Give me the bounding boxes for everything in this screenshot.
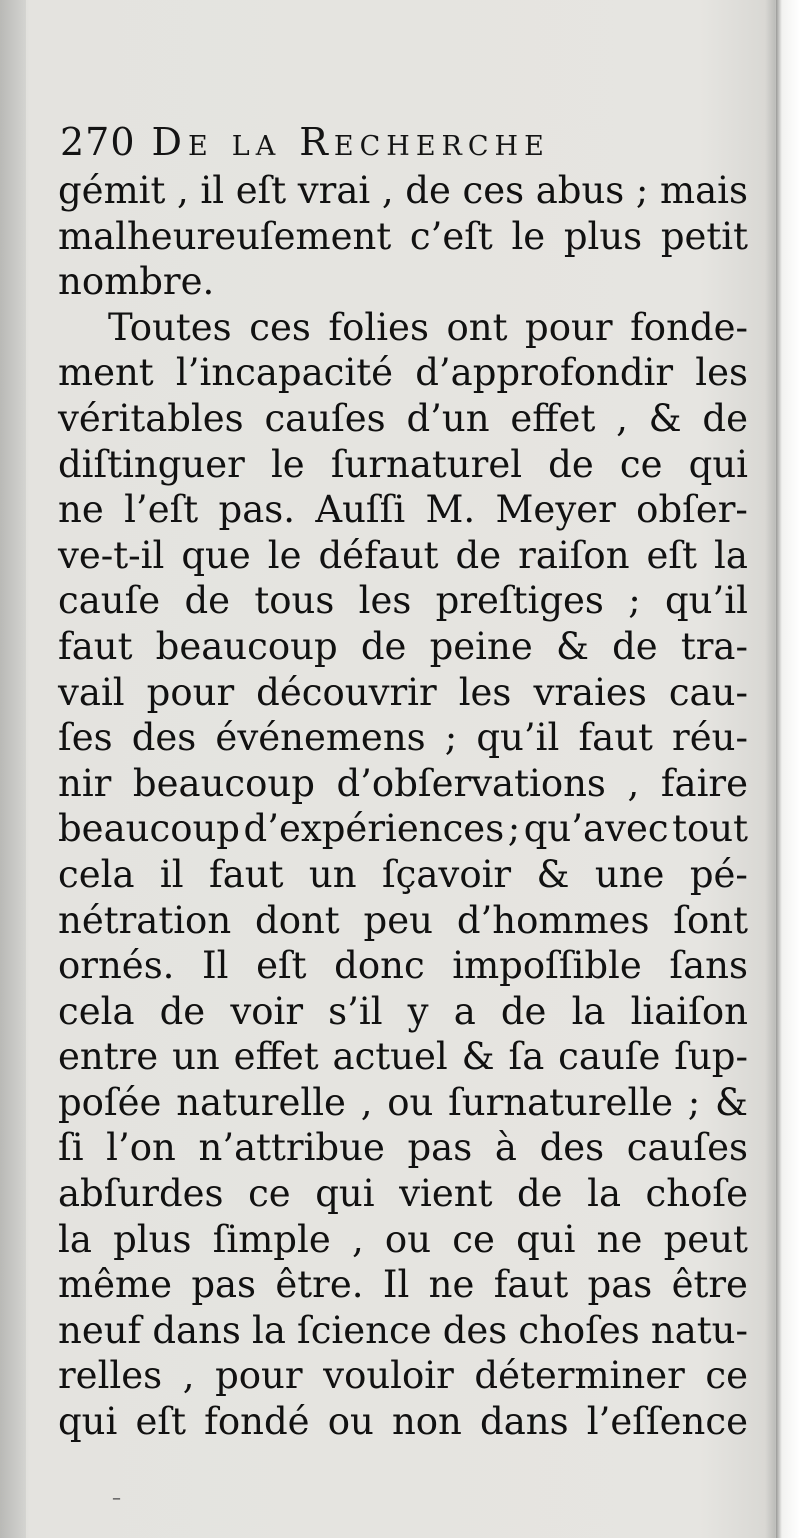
word: plus bbox=[113, 1217, 192, 1261]
word: , bbox=[616, 396, 628, 440]
word: faire bbox=[660, 761, 748, 805]
word: nétration bbox=[58, 898, 232, 942]
word: ſa bbox=[508, 1035, 545, 1079]
word: qui bbox=[315, 1172, 375, 1216]
word: qu’il bbox=[664, 579, 748, 623]
word: vouloir bbox=[323, 1354, 454, 1398]
text-line bbox=[58, 533, 748, 579]
word: découvrir bbox=[256, 670, 437, 714]
word: les bbox=[458, 670, 512, 714]
text-line bbox=[58, 168, 748, 214]
word: des bbox=[442, 1308, 508, 1352]
word: le bbox=[270, 442, 305, 486]
word: de bbox=[405, 169, 451, 212]
word: ou bbox=[387, 1080, 434, 1124]
word: de bbox=[500, 989, 547, 1033]
word: être bbox=[671, 1263, 748, 1307]
word: de bbox=[159, 989, 206, 1033]
word: s’il bbox=[328, 989, 383, 1033]
word: a bbox=[453, 989, 476, 1033]
word: pé- bbox=[689, 852, 748, 896]
word: ou bbox=[384, 1217, 432, 1261]
text-line bbox=[58, 396, 748, 442]
text-line bbox=[58, 670, 748, 716]
text-line bbox=[58, 1262, 748, 1308]
text-line bbox=[58, 852, 748, 898]
word: une bbox=[594, 852, 665, 896]
word: beaucoup bbox=[132, 761, 315, 805]
word: qui bbox=[58, 1400, 118, 1444]
word: cauſe bbox=[58, 579, 161, 623]
text-line bbox=[58, 1353, 748, 1399]
word: ment bbox=[58, 351, 154, 395]
word: faut bbox=[493, 1263, 569, 1307]
word: cauſe bbox=[558, 1035, 661, 1079]
word: ; bbox=[687, 1080, 701, 1124]
word: eſt bbox=[256, 944, 307, 988]
word: ce bbox=[619, 442, 663, 486]
word: l’on bbox=[106, 1126, 176, 1170]
word: eſt bbox=[235, 169, 287, 212]
word: ſurnaturelle bbox=[448, 1080, 674, 1124]
word: pas bbox=[407, 1126, 473, 1170]
word: fondé bbox=[204, 1400, 310, 1444]
word: diſtinguer bbox=[58, 442, 245, 486]
word: d’obſervations bbox=[336, 761, 606, 805]
word: les bbox=[358, 579, 412, 623]
word: ſimple bbox=[212, 1217, 331, 1261]
word: ; bbox=[635, 169, 649, 212]
text-line bbox=[58, 1171, 748, 1217]
word: qui bbox=[516, 1217, 576, 1261]
word: preſtiges bbox=[435, 579, 604, 623]
word: d’hommes bbox=[456, 898, 650, 942]
word: d’un bbox=[406, 396, 490, 440]
right-page-edge bbox=[776, 0, 800, 1538]
word: obſer- bbox=[636, 488, 748, 532]
word: tra- bbox=[680, 624, 748, 668]
text-line bbox=[58, 350, 748, 396]
word: ornés. bbox=[58, 944, 175, 988]
word: voir bbox=[230, 989, 304, 1033]
word: être. bbox=[275, 1263, 364, 1307]
word: ces bbox=[462, 169, 525, 212]
word: , bbox=[627, 761, 640, 805]
text-line bbox=[58, 715, 748, 761]
word: , bbox=[182, 1354, 195, 1398]
word: effet bbox=[233, 1035, 319, 1079]
word: abſurdes bbox=[58, 1172, 224, 1216]
word: cela bbox=[58, 989, 135, 1033]
word: faut bbox=[578, 716, 653, 760]
word: la bbox=[714, 533, 748, 577]
word: & bbox=[536, 852, 570, 896]
word: le bbox=[267, 533, 302, 577]
word: même bbox=[58, 1263, 172, 1307]
text-line bbox=[58, 1308, 748, 1354]
word: qui bbox=[688, 442, 748, 486]
word: défaut bbox=[318, 533, 439, 577]
word: l’eſſence bbox=[586, 1400, 748, 1444]
word: choſes bbox=[518, 1308, 640, 1352]
word: & bbox=[714, 1080, 748, 1124]
word: donc bbox=[334, 944, 425, 988]
word: pour bbox=[215, 1354, 303, 1398]
word: gémit bbox=[58, 169, 166, 212]
word: raiſon bbox=[518, 533, 630, 577]
word: vail bbox=[58, 670, 125, 714]
word: véritables bbox=[58, 396, 244, 440]
text-line bbox=[58, 943, 748, 989]
word: ſcience bbox=[297, 1308, 432, 1352]
word: mais bbox=[660, 169, 748, 212]
word: folies bbox=[328, 305, 429, 349]
word: ; bbox=[507, 807, 521, 851]
word: ce bbox=[705, 1354, 748, 1398]
word: dans bbox=[152, 1308, 241, 1352]
body-text bbox=[58, 168, 748, 1445]
word: choſe bbox=[645, 1172, 748, 1216]
word: ; bbox=[444, 716, 458, 760]
word: ces bbox=[249, 305, 311, 349]
word: malheureuſement bbox=[58, 214, 392, 258]
word: cauſes bbox=[264, 396, 386, 440]
word: Il bbox=[202, 944, 229, 988]
word: y bbox=[407, 989, 429, 1033]
text-line bbox=[58, 1217, 748, 1263]
word: dans bbox=[480, 1400, 569, 1444]
word: vrai bbox=[297, 169, 371, 212]
word: impoſſible bbox=[452, 944, 642, 988]
word: natu- bbox=[650, 1308, 748, 1352]
word: M. bbox=[425, 488, 476, 532]
word: de bbox=[516, 1172, 563, 1216]
word: petit bbox=[660, 214, 748, 258]
word: ſi bbox=[58, 1126, 84, 1170]
word: de bbox=[455, 533, 502, 577]
word: non bbox=[391, 1400, 462, 1444]
word: Il bbox=[382, 1263, 410, 1307]
word: pour bbox=[146, 670, 235, 714]
word: Auſſi bbox=[315, 488, 406, 532]
word: ne bbox=[58, 488, 104, 532]
text-line bbox=[58, 214, 748, 260]
word: , bbox=[351, 1217, 364, 1261]
word: ſup- bbox=[674, 1035, 748, 1079]
text-line bbox=[58, 1080, 748, 1126]
word: tous bbox=[254, 579, 335, 623]
word: un bbox=[172, 1035, 220, 1079]
word: ſont bbox=[673, 898, 748, 942]
word: pas. bbox=[218, 488, 296, 532]
word: ſans bbox=[669, 944, 748, 988]
word: la bbox=[58, 1217, 92, 1261]
word: ce bbox=[452, 1217, 495, 1261]
word: & bbox=[461, 1035, 495, 1079]
word: & bbox=[555, 624, 589, 668]
word: plus bbox=[563, 214, 643, 258]
word: ce bbox=[248, 1172, 291, 1216]
word: Toutes bbox=[108, 305, 232, 349]
word: n’attribue bbox=[198, 1126, 385, 1170]
text-line bbox=[58, 989, 748, 1035]
word: cela bbox=[58, 852, 135, 896]
word: d’approfondir bbox=[415, 351, 674, 395]
word: neuf bbox=[58, 1308, 142, 1352]
word: les bbox=[695, 351, 748, 395]
word: vient bbox=[399, 1172, 493, 1216]
word: , bbox=[381, 169, 394, 212]
text-line bbox=[58, 442, 748, 488]
word: à bbox=[494, 1126, 517, 1170]
word: de bbox=[612, 624, 658, 668]
word: ont bbox=[446, 305, 508, 349]
word: dont bbox=[255, 898, 340, 942]
word: naturelle bbox=[176, 1080, 346, 1124]
word: tout bbox=[672, 807, 748, 851]
running-title: De la Recherche bbox=[151, 120, 550, 164]
word: , bbox=[360, 1080, 373, 1124]
word: liaiſon bbox=[630, 989, 748, 1033]
word: fonde- bbox=[630, 305, 748, 349]
word: des bbox=[539, 1126, 605, 1170]
text-line bbox=[58, 806, 748, 852]
word: , bbox=[177, 169, 189, 212]
word: réu- bbox=[672, 716, 748, 760]
text-line bbox=[58, 898, 748, 944]
word: le bbox=[511, 214, 546, 258]
word: de bbox=[184, 579, 231, 623]
word: entre bbox=[58, 1035, 159, 1079]
text-line bbox=[58, 259, 748, 305]
word: ; bbox=[628, 579, 641, 623]
word: effet bbox=[510, 396, 596, 440]
word: eſt bbox=[646, 533, 697, 577]
word: il bbox=[200, 169, 225, 212]
word: beaucoup bbox=[58, 807, 240, 851]
word: ou bbox=[327, 1400, 374, 1444]
word: ve-t-il bbox=[58, 533, 165, 577]
word: ne bbox=[596, 1217, 643, 1261]
page-number: 270 bbox=[60, 120, 136, 164]
word: l’eſt bbox=[124, 488, 199, 532]
word: & bbox=[648, 396, 682, 440]
word: actuel bbox=[332, 1035, 448, 1079]
word: vraies bbox=[533, 670, 647, 714]
word: que bbox=[181, 533, 251, 577]
text-line bbox=[58, 624, 748, 670]
word: beaucoup bbox=[155, 624, 338, 668]
word: c’eſt bbox=[409, 214, 493, 258]
word: de bbox=[548, 442, 594, 486]
word: de bbox=[360, 624, 407, 668]
word: nombre. bbox=[58, 260, 215, 304]
word: de bbox=[702, 396, 748, 440]
word: pas bbox=[191, 1263, 257, 1307]
word: ne bbox=[428, 1263, 475, 1307]
word: il bbox=[159, 852, 184, 896]
word: poſée bbox=[58, 1080, 162, 1124]
text-line bbox=[58, 1034, 748, 1080]
word: faut bbox=[58, 624, 133, 668]
word: l’incapacité bbox=[175, 351, 393, 395]
word: pas bbox=[587, 1263, 653, 1307]
word: qu’il bbox=[476, 716, 560, 760]
word: d’expériences bbox=[243, 807, 505, 851]
text-line bbox=[58, 305, 748, 351]
word: peut bbox=[663, 1217, 748, 1261]
word: nir bbox=[58, 761, 112, 805]
word: événemens bbox=[215, 716, 426, 760]
word: un bbox=[308, 852, 357, 896]
word: ſçavoir bbox=[381, 852, 512, 896]
text-line bbox=[58, 487, 748, 533]
word: pour bbox=[525, 305, 613, 349]
word: des bbox=[131, 716, 197, 760]
footer-mark: – bbox=[112, 1488, 121, 1509]
word: ſes bbox=[58, 716, 113, 760]
word: déterminer bbox=[474, 1354, 685, 1398]
word: la bbox=[571, 989, 606, 1033]
word: peu bbox=[363, 898, 433, 942]
left-page-shadow bbox=[0, 0, 26, 1538]
text-line bbox=[58, 1399, 748, 1445]
word: la bbox=[587, 1172, 622, 1216]
word: relles bbox=[58, 1354, 163, 1398]
word: peine bbox=[429, 624, 533, 668]
word: abus bbox=[535, 169, 625, 212]
text-line bbox=[58, 761, 748, 807]
word: faut bbox=[209, 852, 284, 896]
word: cau- bbox=[668, 670, 748, 714]
word: cauſes bbox=[626, 1126, 748, 1170]
text-line bbox=[58, 578, 748, 624]
word: la bbox=[252, 1308, 286, 1352]
running-header bbox=[60, 120, 660, 166]
word: qu’avec bbox=[523, 807, 669, 851]
text-line bbox=[58, 1125, 748, 1171]
word: eſt bbox=[135, 1400, 186, 1444]
word: ſurnaturel bbox=[330, 442, 523, 486]
word: Meyer bbox=[495, 488, 616, 532]
